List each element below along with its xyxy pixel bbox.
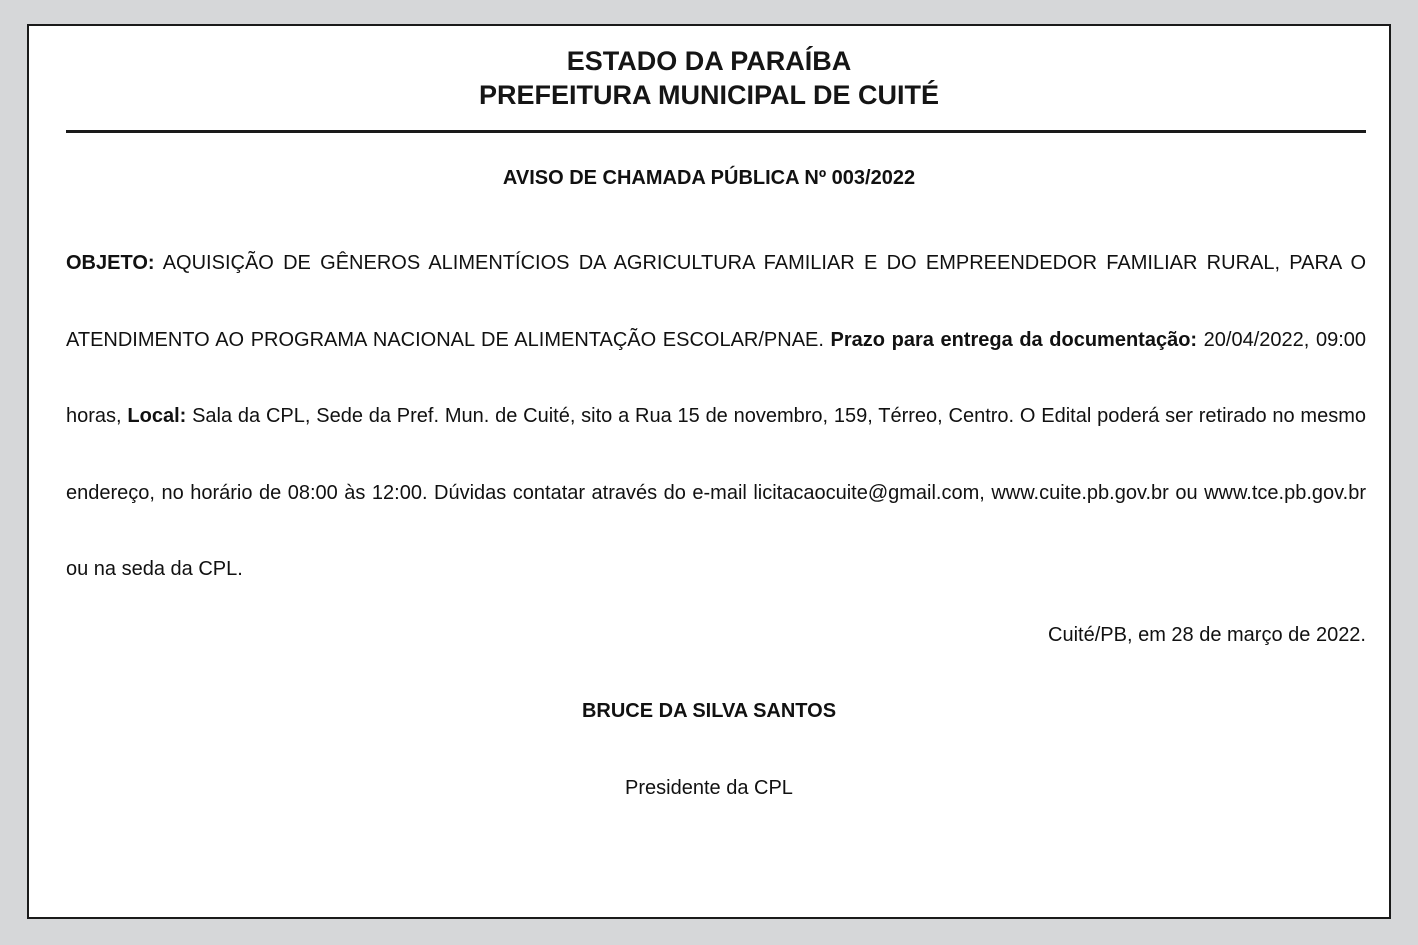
local-text: Sala da CPL, Sede da Pref. Mun. de Cuité, sito a Rua 15 de novembro, 159, Térreo, Centro. O Edital poderá ser retirado no mesmo endereço, no horário de 08:00 às 12:00. Dúvidas contatar através do e-mail licitacaocuite@gmail.com, www.cuite.pb.gov.br ou www.tce.pb.gov.br ou na seda da CPL. xyxy=(66,405,1366,580)
notice-title: AVISO DE CHAMADA PÚBLICA Nº 003/2022 xyxy=(502,167,916,189)
prazo-label: Prazo para entrega da documentação: xyxy=(830,328,1198,351)
header-state: ESTADO DA PARAÍBA xyxy=(566,46,852,76)
document-header xyxy=(29,44,1389,112)
date-line: Cuité/PB, em 28 de março de 2022. xyxy=(1048,624,1366,646)
notice-body xyxy=(66,225,1366,608)
objeto-label: OBJETO: xyxy=(66,252,155,274)
header-divider xyxy=(66,130,1366,133)
local-label: Local: xyxy=(127,405,187,427)
prazo-text: 20/04/2022, 09:00 horas, xyxy=(66,328,1366,427)
signer-name: BRUCE DA SILVA SANTOS xyxy=(581,700,837,722)
header-municipality: PREFEITURA MUNICIPAL DE CUITÉ xyxy=(478,80,939,110)
notice-document xyxy=(27,24,1391,919)
signer-role: Presidente da CPL xyxy=(625,777,793,799)
objeto-text: AQUISIÇÃO DE GÊNEROS ALIMENTÍCIOS DA AGRICULTURA FAMILIAR E DO EMPREENDEDOR FAMILIAR RURAL, PARA O ATENDIMENTO AO PROGRAMA NACIONAL DE ALIMENTAÇÃO ESCOLAR/PNAE. xyxy=(66,252,1366,351)
